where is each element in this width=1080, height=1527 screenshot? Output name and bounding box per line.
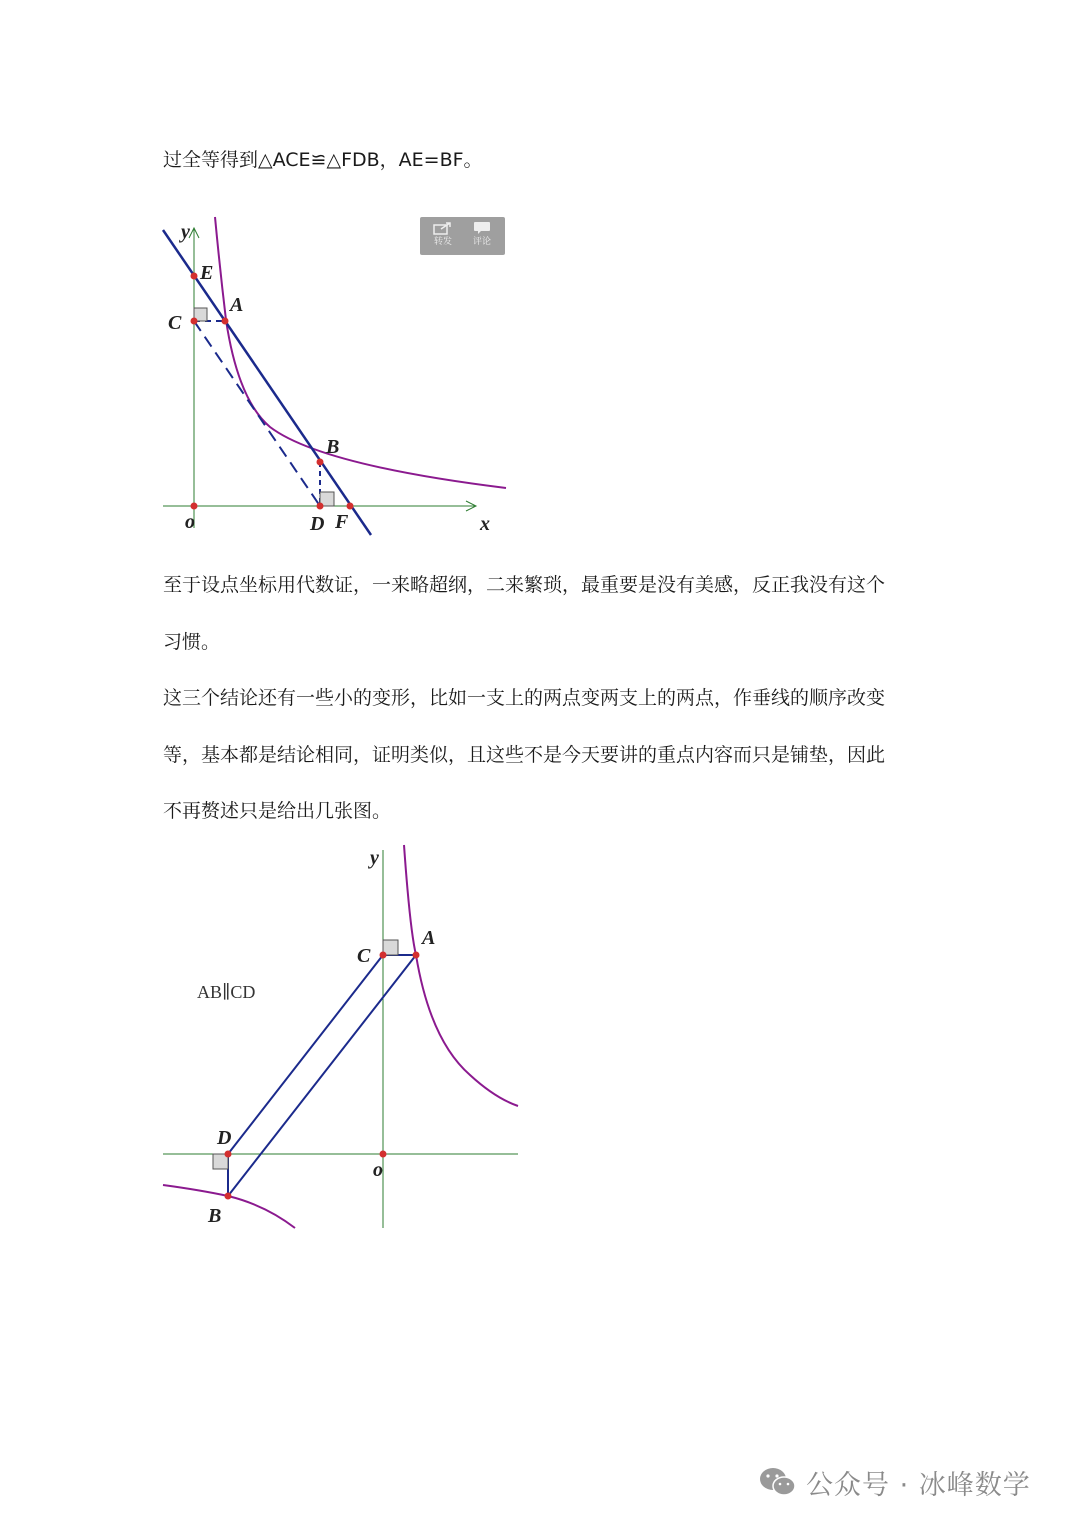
label-D: D	[310, 513, 325, 535]
point-O	[191, 503, 198, 510]
point-A	[413, 952, 420, 959]
label-E: E	[200, 262, 214, 284]
forward-label: 转发	[433, 237, 452, 247]
point-C	[380, 952, 387, 959]
label-y: y	[181, 221, 190, 243]
label-x: x	[480, 513, 490, 535]
label-B: B	[208, 1205, 222, 1227]
paragraph-variants-line1: 这三个结论还有一些小的变形，比如一支上的两点变两支上的两点，作垂线的顺序改变	[163, 687, 886, 709]
point-E	[191, 273, 198, 280]
label-o: o	[373, 1159, 383, 1181]
forward-button[interactable]	[424, 221, 462, 251]
label-A: A	[230, 294, 244, 316]
label-B: B	[326, 436, 340, 458]
comment-icon	[472, 221, 492, 235]
label-A: A	[422, 927, 436, 949]
point-B	[317, 459, 324, 466]
point-F	[347, 503, 354, 510]
paragraph-congruence: 过全等得到△ACE≌△FDB，AE=BF。	[163, 149, 483, 171]
point-D	[317, 503, 324, 510]
label-C: C	[357, 945, 371, 967]
share-overlay	[420, 217, 505, 255]
label-y: y	[370, 847, 379, 869]
label-C: C	[168, 312, 182, 334]
paragraph-variants-line2: 等，基本都是结论相同，证明类似，且这些不是今天要讲的重点内容而只是铺垫，因此	[163, 744, 886, 766]
paragraph-algebra-line1: 至于设点坐标用代数证，一来略超纲，二来繁琐，最重要是没有美感，反正我没有这个	[163, 574, 886, 596]
label-D: D	[217, 1127, 232, 1149]
point-B	[225, 1193, 232, 1200]
figure-2-two-branch-diagram	[160, 840, 525, 1235]
point-O	[380, 1151, 387, 1158]
parallel-note: AB∥CD	[197, 982, 256, 1002]
comment-label: 评论	[472, 237, 491, 247]
watermark-text: 公众号 · 冰峰数学	[806, 1469, 1031, 1501]
figure-1-hyperbola-diagram	[160, 210, 520, 540]
share-icon	[433, 221, 453, 235]
label-F: F	[335, 511, 349, 533]
paragraph-algebra-line2: 习惯。	[163, 631, 221, 653]
label-o: o	[185, 511, 195, 533]
hyperbola-upper-branch	[404, 845, 518, 1106]
hyperbola-curve	[215, 217, 506, 488]
segment-AB	[228, 955, 416, 1196]
point-A	[222, 318, 229, 325]
point-C	[191, 318, 198, 325]
point-D	[225, 1151, 232, 1158]
wechat-icon	[758, 1466, 798, 1498]
watermark	[758, 1462, 1031, 1502]
comment-button[interactable]	[463, 221, 501, 251]
paragraph-variants-line3: 不再赘述只是给出几张图。	[163, 800, 392, 822]
